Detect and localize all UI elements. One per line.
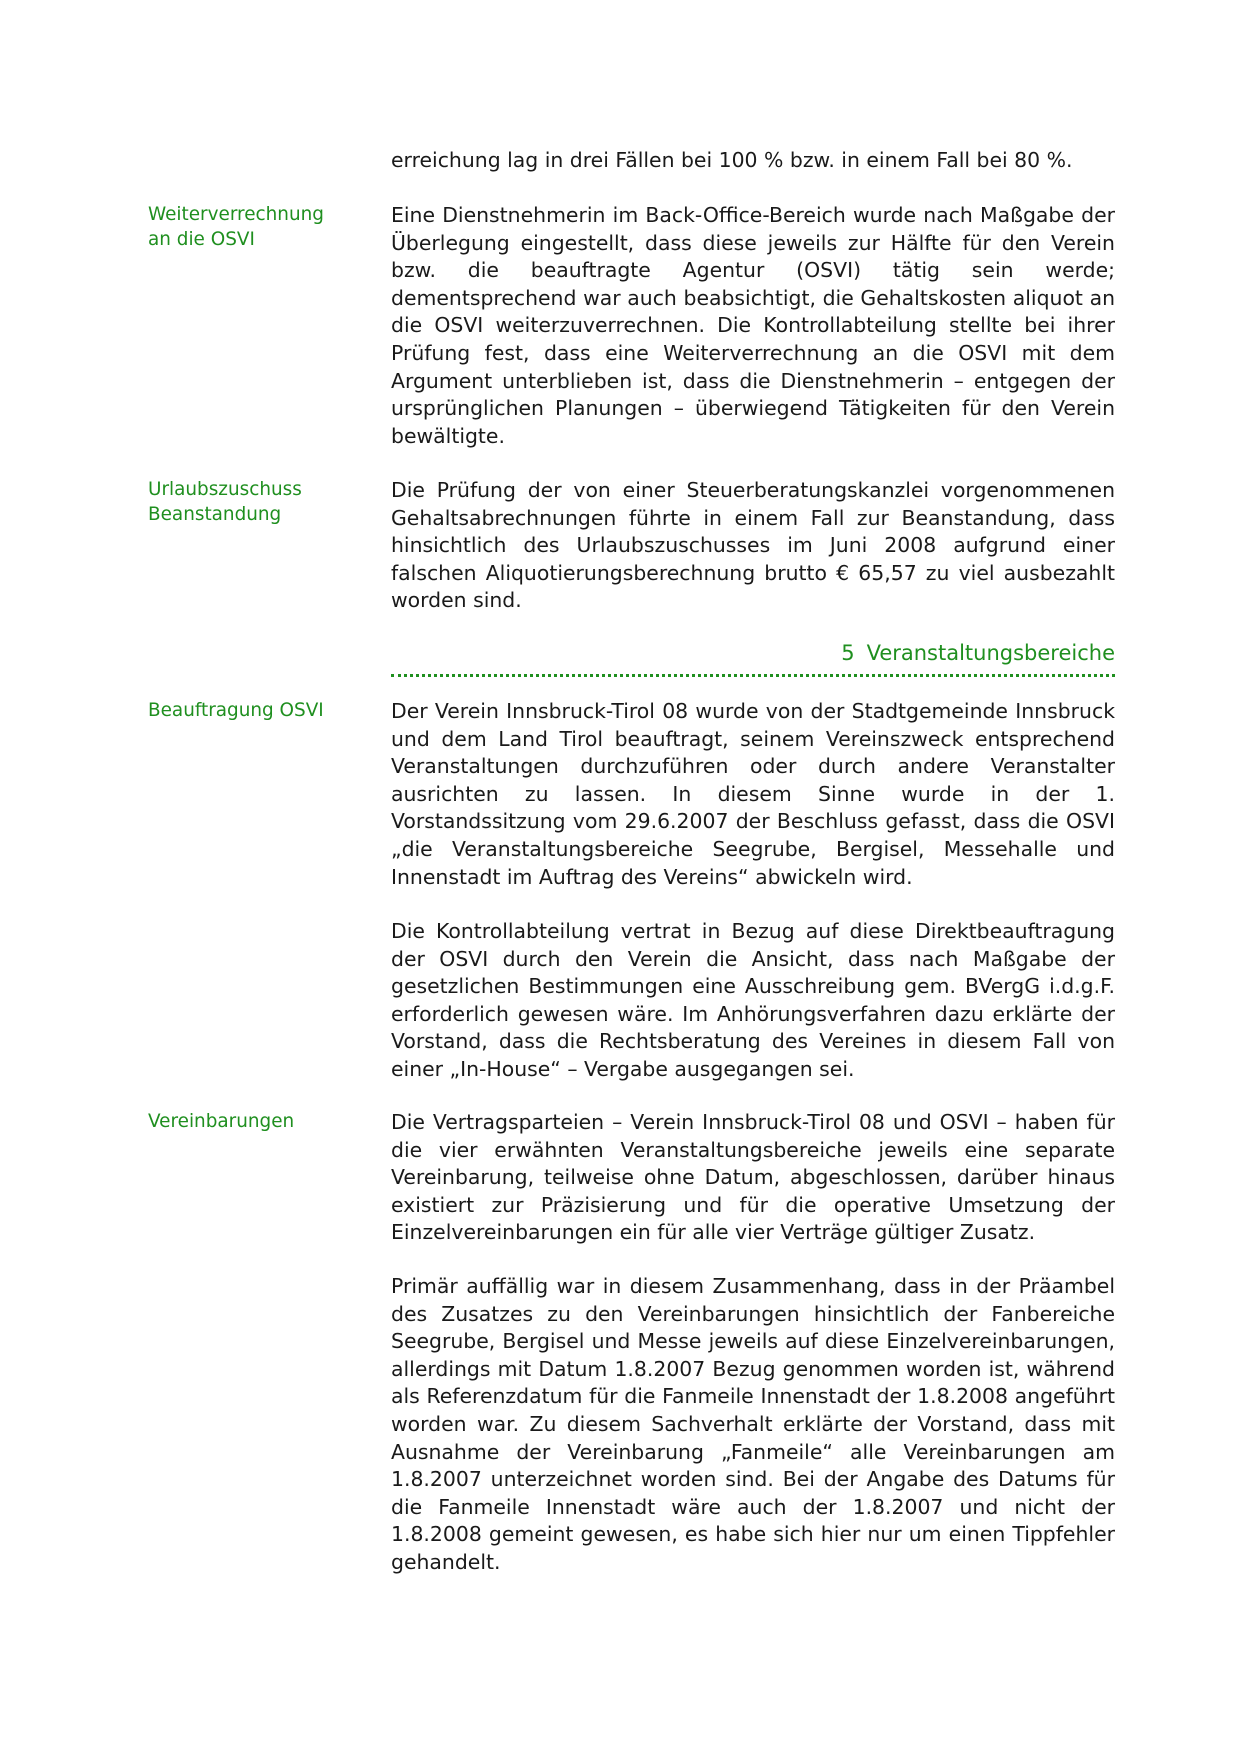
intro-continuation-paragraph: erreichung lag in drei Fällen bei 100 % bzw. in einem Fall bei 80 %. xyxy=(391,148,1073,172)
margin-label-vereinbarungen: Vereinbarungen xyxy=(148,1111,295,1132)
section-heading xyxy=(391,638,1115,677)
margin-label-line: Beanstandung xyxy=(148,503,282,525)
margin-label-line: Weiterverrechnung xyxy=(148,204,324,225)
margin-label-line: Urlaubszuschuss xyxy=(148,479,302,500)
paragraph-vereinbarungen: Die Vertragsparteien – Verein Innsbruck-Tirol 08 und OSVI – haben für die vier erwähnten Veranstaltungsbereiche jeweils eine separate Vereinbarung, teilweise ohne Datum, abgeschlossen, darüber hinaus existiert zur Präzisierung und für die operative Umsetzung der Einzelvereinbarungen ein für alle vier Verträge gültiger Zusatz. xyxy=(391,1110,1115,1245)
margin-label-weiterverrechnung xyxy=(148,203,378,252)
paragraph-direktbeauftragung: Die Kontrollabteilung vertrat in Bezug auf diese Direktbeauftragung der OSVI durch den Verein die Ansicht, dass nach Maßgabe der gesetzlichen Bestimmungen eine Ausschreibung gem. BVergG i.d.g.F. erforderlich gewesen wäre. Im Anhörungsverfahren dazu erklärte der Vorstand, dass die Rechtsberatung des Vereines in diesem Fall von einer „In-House“ – Vergabe ausgegangen sei. xyxy=(391,919,1115,1081)
section-title: Veranstaltungsbereiche xyxy=(866,641,1115,665)
margin-label-line: an die OSVI xyxy=(148,228,255,250)
paragraph-praeambel: Primär auffällig war in diesem Zusammenhang, dass in der Präambel des Zusatzes zu den Vereinbarungen hinsichtlich der Fanbereiche Seegrube, Bergisel und Messe jeweils auf diese Einzelvereinbarungen, allerdings mit Datum 1.8.2007 Bezug genommen worden ist, während als Referenzdatum für die Fanmeile Innenstadt der 1.8.2008 angeführt worden war. Zu diesem Sachverhalt erklärte der Vorstand, dass mit Ausnahme der Vereinbarung „Fanmeile“ alle Vereinbarungen am 1.8.2007 unterzeichnet worden sind. Bei der Angabe des Datums für die Fanmeile Innenstadt wäre auch der 1.8.2007 und nicht der 1.8.2008 gemeint gewesen, es habe sich hier nur um einen Tippfehler gehandelt. xyxy=(391,1274,1115,1574)
paragraph-weiterverrechnung: Eine Dienstnehmerin im Back-Office-Bereich wurde nach Maßgabe der Überlegung eingestellt, dass diese jeweils zur Hälfte für den Verein bzw. die beauftragte Agentur (OSVI) tätig sein werde; dementsprechend war auch beabsichtigt, die Gehaltskosten aliquot an die OSVI weiterzuverrechnen. Die Kontrollabteilung stellte bei ihrer Prüfung fest, dass eine Weiterverrechnung an die OSVI mit dem Argument unterblieben ist, dass die Dienstnehmerin – entgegen der ursprünglichen Planungen – überwiegend Tätigkeiten für den Verein bewältigte. xyxy=(391,203,1115,448)
paragraph-beauftragung-osvi: Der Verein Innsbruck-Tirol 08 wurde von der Stadtgemeinde Innsbruck und dem Land Tirol beauftragt, seinem Vereinszweck entsprechend Veranstaltungen durchzuführen oder durch andere Veranstalter ausrichten zu lassen. In diesem Sinne wurde in der 1. Vorstandssitzung vom 29.6.2007 der Beschluss gefasst, dass die OSVI „die Veranstaltungsbereiche Seegrube, Bergisel, Messehalle und Innenstadt im Auftrag des Vereins“ abwickeln wird. xyxy=(391,699,1115,889)
section-number: 5 xyxy=(841,641,855,665)
margin-label-urlaubszuschuss xyxy=(148,478,378,527)
paragraph-urlaubszuschuss: Die Prüfung der von einer Steuerberatungskanzlei vorgenommenen Gehaltsabrechnungen führte in einem Fall zur Beanstandung, dass hinsichtlich des Urlaubszuschusses im Juni 2008 aufgrund einer falschen Aliquotierungsberechnung brutto € 65,57 zu viel ausbezahlt worden sind. xyxy=(391,478,1115,613)
margin-label-beauftragung-osvi: Beauftragung OSVI xyxy=(148,700,324,721)
